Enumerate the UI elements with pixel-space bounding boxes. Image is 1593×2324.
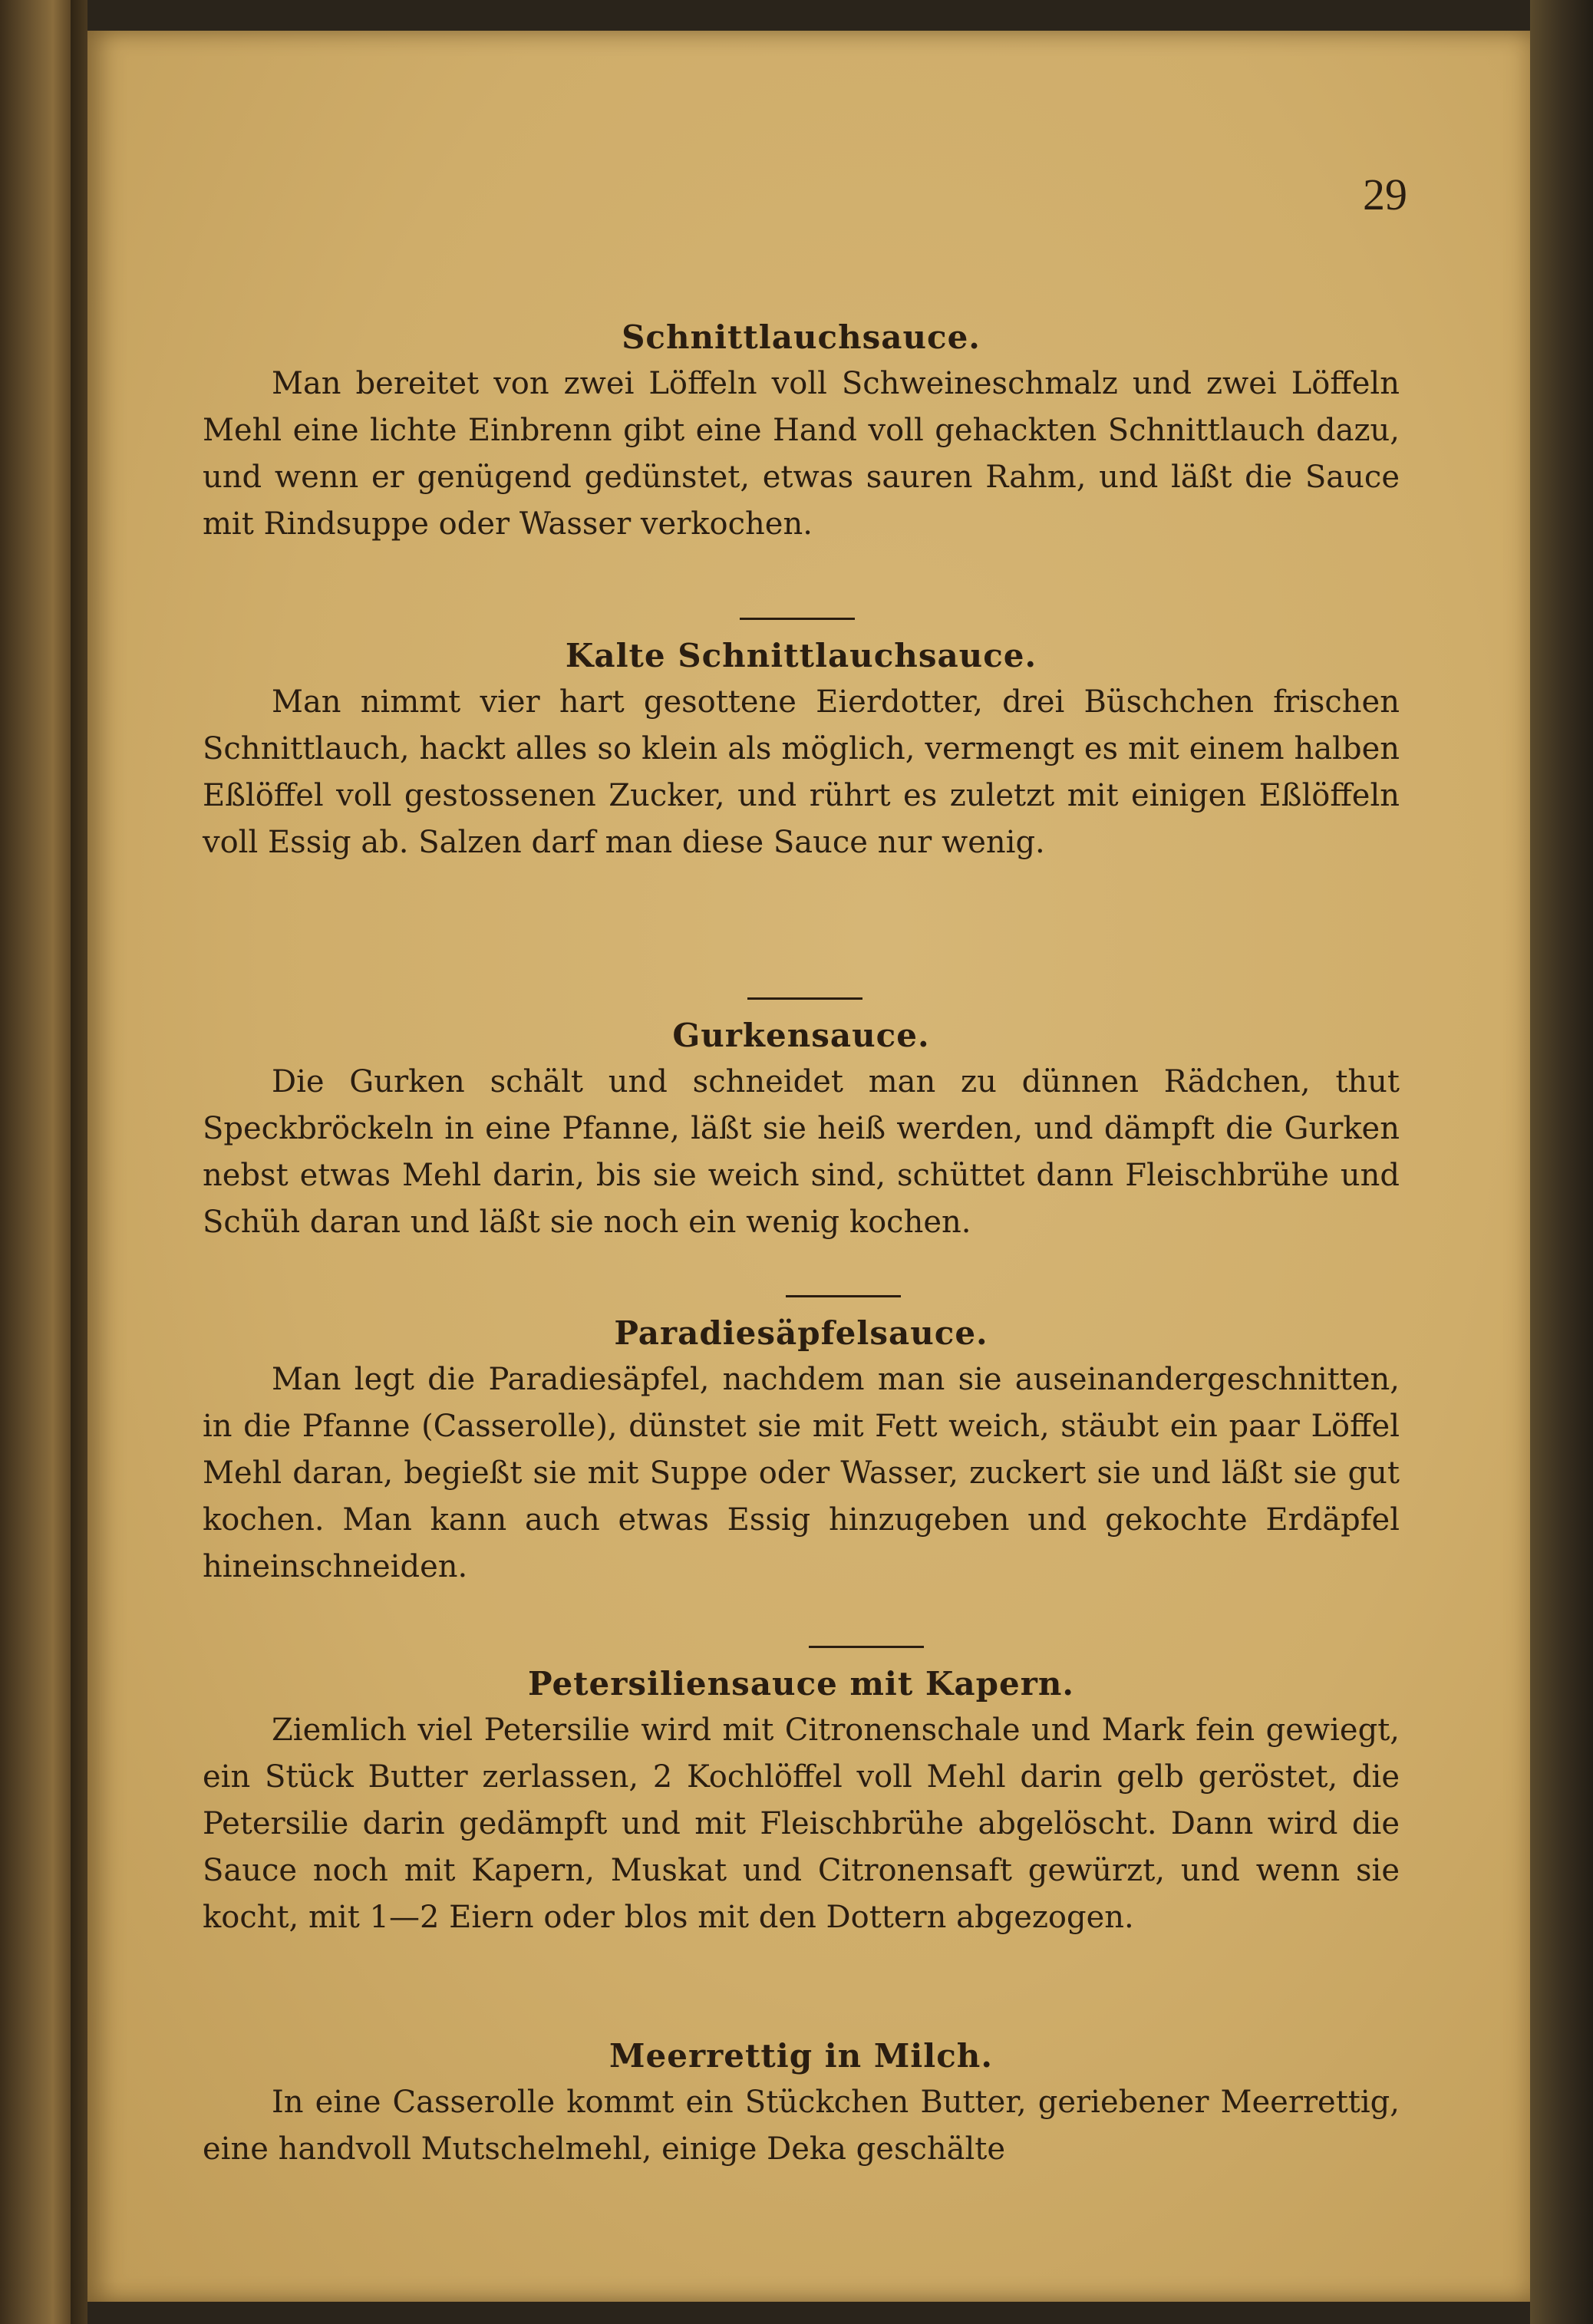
recipe-text: Man nimmt vier hart gesottene Eierdotter, drei Büschchen frischen Schnittlauch, hackt alles so klein als möglich, vermengt es mit einem halben Eßlöffel voll gestossenen Zucker, und rührt es zuletzt mit einigen Eßlöffeln voll Essig ab. Salzen darf man diese Sauce nur wenig. — [203, 684, 1400, 860]
section-divider — [809, 1646, 924, 1648]
recipe-petersiliensauce-mit-kapern — [203, 1661, 1400, 1941]
recipe-schnittlauchsauce — [203, 315, 1400, 548]
section-divider — [786, 1295, 901, 1297]
section-divider — [747, 997, 862, 1000]
recipe-title: Paradiesäpfelsauce. — [614, 1314, 988, 1352]
recipe-title: Gurkensauce. — [672, 1017, 930, 1054]
recipe-text: Die Gurken schält und schneidet man zu dünnen Rädchen, thut Speckbröckeln in eine Pfanne, läßt sie heiß werden, und dämpft die Gurken nebst etwas Mehl darin, bis sie weich sind, schüttet dann Fleischbrühe und Schüh daran und läßt sie noch ein wenig kochen. — [203, 1064, 1400, 1240]
recipe-meerrettig-in-milch — [203, 2033, 1400, 2173]
left-page-edge — [0, 0, 71, 2324]
section-divider — [740, 618, 855, 620]
right-page-edge — [1530, 0, 1593, 2324]
book-page — [87, 31, 1530, 2302]
recipe-kalte-schnittlauchsauce — [203, 633, 1400, 866]
book-gutter — [71, 0, 87, 2324]
recipe-title: Meerrettig in Milch. — [609, 2037, 993, 2075]
page-number: 29 — [1363, 170, 1407, 219]
recipe-title: Schnittlauchsauce. — [622, 318, 981, 356]
recipe-text: Ziemlich viel Petersilie wird mit Citronenschale und Mark fein gewiegt, ein Stück Butter zerlassen, 2 Kochlöffel voll Mehl darin gelb geröstet, die Petersilie darin gedämpft und mit Fleischbrühe abgelöscht. Dann wird die Sauce noch mit Kapern, Muskat und Citronensaft gewürzt, und wenn sie kocht, mit 1—2 Eiern oder blos mit den Dottern abgezogen. — [203, 1713, 1400, 1935]
recipe-title: Petersiliensauce mit Kapern. — [527, 1665, 1075, 1703]
recipe-gurkensauce — [203, 1013, 1400, 1246]
recipe-text: Man legt die Paradiesäpfel, nachdem man sie auseinandergeschnitten, in die Pfanne (Casserolle), dünstet sie mit Fett weich, stäubt ein paar Löffel Mehl daran, begießt sie mit Suppe oder Wasser, zuckert sie und läßt sie gut kochen. Man kann auch etwas Essig hinzugeben und gekochte Erdäpfel hineinschneiden. — [203, 1362, 1400, 1584]
recipe-text: Man bereitet von zwei Löffeln voll Schweineschmalz und zwei Löffeln Mehl eine lichte Einbrenn gibt eine Hand voll gehackten Schnittlauch dazu, und wenn er genügend gedünstet, etwas sauren Rahm, und läßt die Sauce mit Rindsuppe oder Wasser verkochen. — [203, 366, 1400, 542]
recipe-paradiesaepfelsauce — [203, 1310, 1400, 1591]
recipe-text: In eine Casserolle kommt ein Stückchen Butter, geriebener Meerrettig, eine handvoll Mutschelmehl, einige Deka geschälte — [203, 2085, 1400, 2167]
recipe-title: Kalte Schnittlauchsauce. — [565, 637, 1037, 674]
